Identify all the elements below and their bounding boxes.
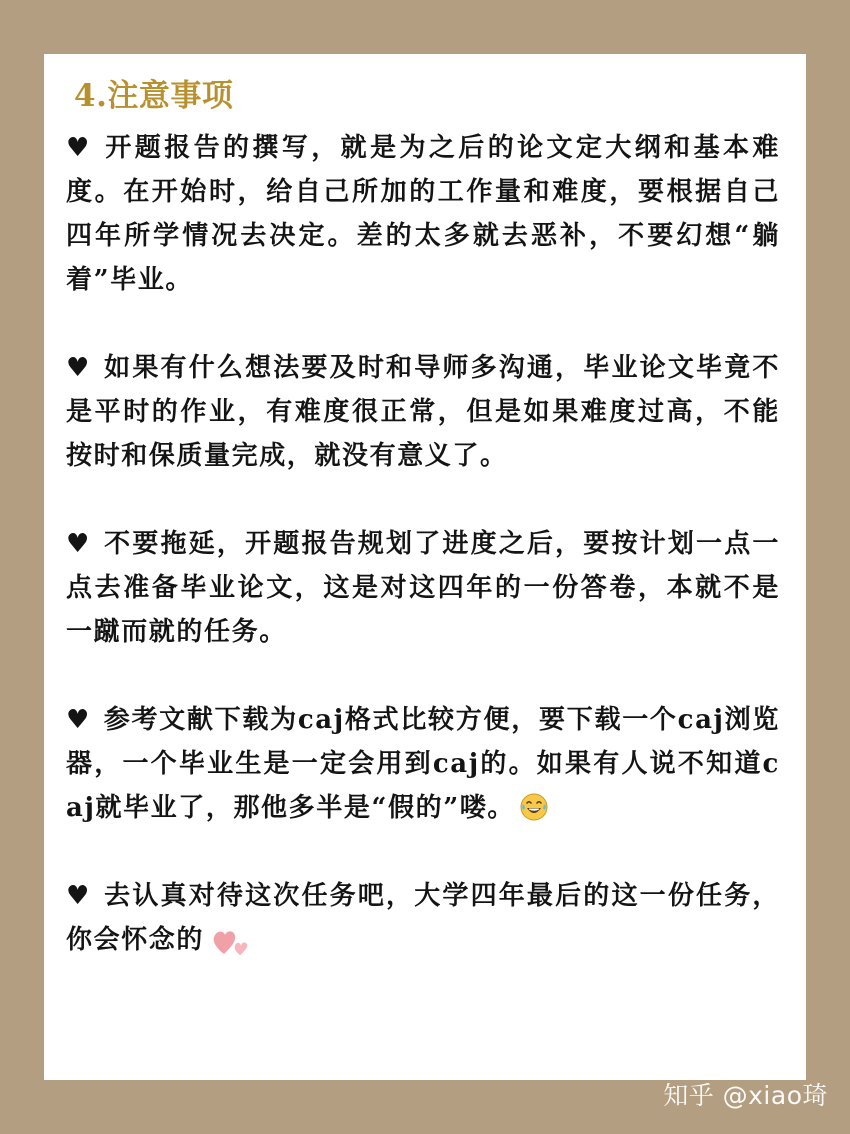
- watermark: 知乎 @xiao琦: [663, 1081, 828, 1110]
- tip-paragraph-4: [66, 698, 780, 830]
- tip-paragraph-2: [66, 346, 780, 478]
- heart-bullet-icon: ♥: [66, 133, 91, 163]
- tip-paragraph-5: [66, 874, 780, 962]
- laughing-tears-emoji-icon: [519, 792, 549, 822]
- section-title: 4.注意事项: [74, 78, 234, 114]
- heart-bullet-icon: ♥: [66, 881, 91, 911]
- tip-text: 参考文献下载为caj格式比较方便，要下载一个caj浏览器，一个毕业生是一定会用到caj的。如果有人说不知道caj就毕业了，那他多半是“假的”喽。: [66, 705, 781, 823]
- tip-text: 如果有什么想法要及时和导师多沟通，毕业论文毕竟不是平时的作业，有难度很正常，但是如果难度过高，不能按时和保质量完成，就没有意义了。: [66, 353, 781, 471]
- tip-text: 去认真对待这次任务吧，大学四年最后的这一份任务，你会怀念的: [66, 881, 781, 955]
- tip-text: 开题报告的撰写，就是为之后的论文定大纲和基本难度。在开始时，给自己所加的工作量和难度，要根据自己四年所学情况去决定。差的太多就去恶补，不要幻想“躺着”毕业。: [66, 133, 780, 295]
- heart-bullet-icon: ♥: [66, 529, 91, 559]
- tip-paragraph-3: [66, 522, 780, 654]
- tip-paragraph-1: [66, 126, 780, 302]
- two-hearts-icon: [212, 926, 252, 958]
- heart-bullet-icon: ♥: [66, 353, 91, 383]
- tip-text: 不要拖延，开题报告规划了进度之后，要按计划一点一点去准备毕业论文，这是对这四年的一份答卷，本就不是一蹴而就的任务。: [66, 529, 781, 647]
- heart-bullet-icon: ♥: [66, 705, 91, 735]
- content-card: [44, 54, 806, 1080]
